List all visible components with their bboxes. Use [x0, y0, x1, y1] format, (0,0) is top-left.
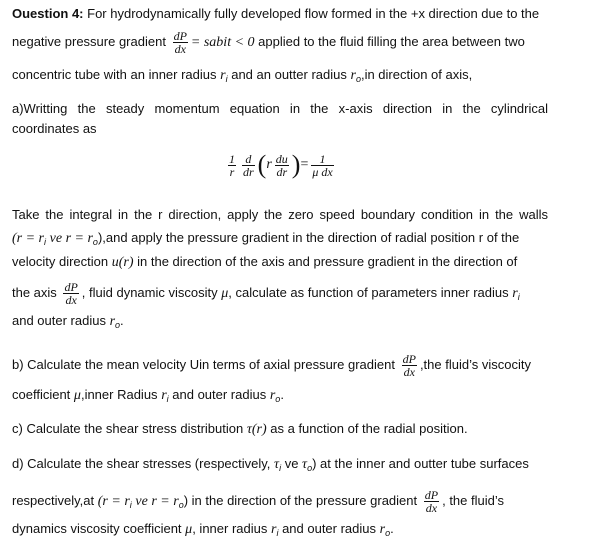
pressure-gradient-fraction: $\frac{dP}{dx}$: [173, 29, 187, 56]
part-a-line-3: Take the integral in the r direction, apply the zero speed boundary condition in the walls: [12, 207, 548, 222]
part-d-line-2: respectively,at ($r = r_i$ ve $r = r_o$) in the direction of the pressure gradient $\frac{dP}{dx}$ , the fluid’s: [12, 488, 505, 515]
part-d-line-3: dynamics viscosity coefficient μ, inner radius $r_i$ and outer radius $r_o$.: [12, 521, 394, 538]
part-a-line-4: ($r = r_i$ ve $r = r_o),and$ apply the pressure gradient in the direction of radial position r of the: [12, 230, 520, 247]
part-b-line-2: coefficient μ,inner Radius $r_i$ and outer radius $r_o$.: [12, 387, 284, 404]
part-c-line-1: c) Calculate the shear stress distribution τ(r) as a function of the radial position.: [12, 421, 468, 437]
question-line-2: negative pressure gradient $\frac{dP}{dx}$ = sabit < 0 applied to the fluid filling the area between two: [12, 29, 525, 56]
part-b-line-1: b) Calculate the mean velocity Uin terms of axial pressure gradient $\frac{dP}{dx}$ ,the fluid’s viscocity: [12, 352, 531, 379]
question-line-3: concentric tube with an inner radius $r_i$ and an outter radius $r_o,in$ direction of axis,: [12, 67, 473, 84]
part-a-line-6: the axis $\frac{dP}{dx}$ , fluid dynamic viscosity μ, calculate as function of parameters inner radius $r_i$: [12, 280, 520, 307]
part-a-line-2: coordinates as: [12, 121, 97, 136]
part-a-line-7: and outer radius $r_o$.: [12, 313, 124, 330]
part-d-line-1: d) Calculate the shear stresses (respectively, $\tau_i$ ve $\tau_o$) at the inner and outter tube surfaces: [12, 456, 529, 473]
question-line-1: Ouestion 4: For hydrodynamically fully developed flow formed in the +x direction due to the: [12, 6, 540, 21]
part-a-line-1: a)Writting the steady momentum equation in the x-axis direction in the cylindrical: [12, 101, 548, 116]
part-a-line-5: velocity direction u(r) in the direction of the axis and pressure gradient in the direction of: [12, 254, 518, 270]
question-label: Ouestion 4:: [12, 6, 84, 21]
momentum-equation: $\frac{1}{r}$ $\frac{d}{dr}$ (r $\frac{du}{dr}$ )= $\frac{1}{\text{μ dx}}$: [229, 150, 333, 179]
